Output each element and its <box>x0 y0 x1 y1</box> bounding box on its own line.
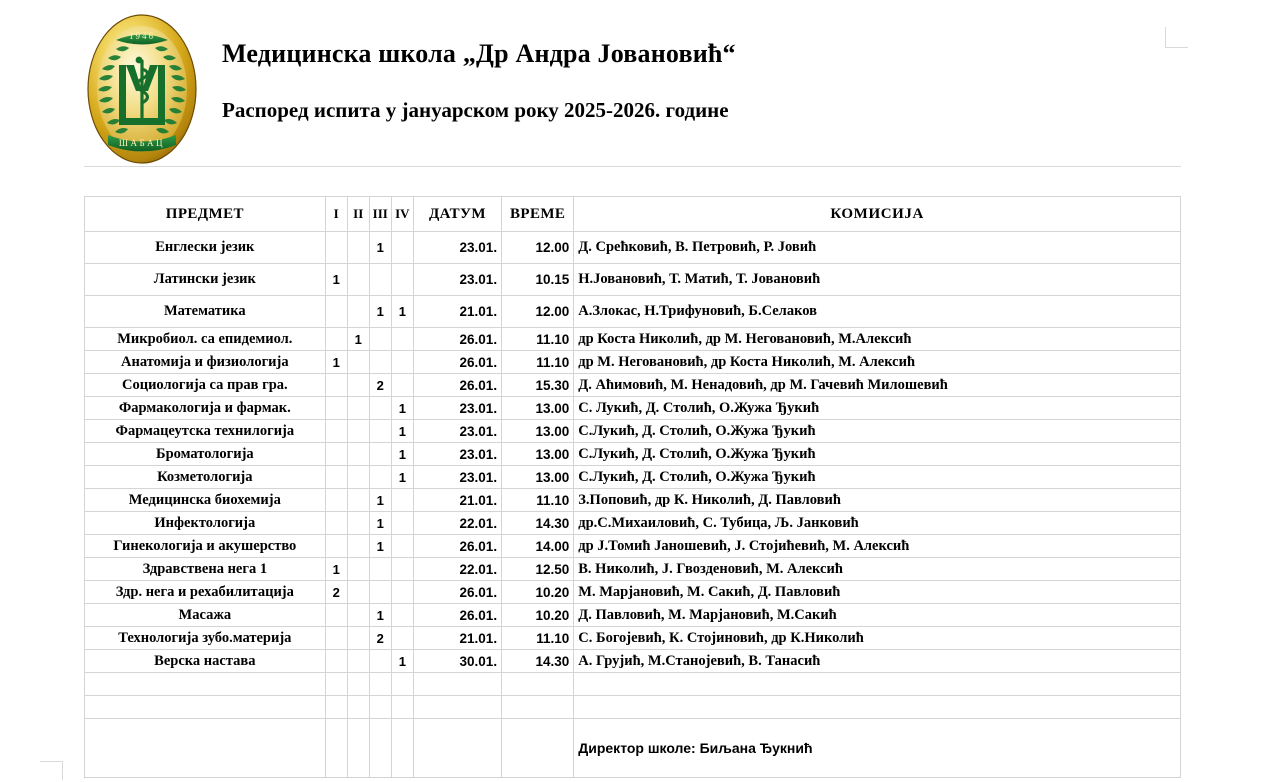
cell-year-1 <box>325 604 347 627</box>
cell-date: 26.01. <box>413 374 501 397</box>
cell-subject: Медицинска биохемија <box>85 489 326 512</box>
column-header-year-1: I <box>325 197 347 232</box>
exam-schedule-table <box>84 196 1181 778</box>
cell-year-3: 1 <box>369 604 391 627</box>
cell-date <box>413 719 501 778</box>
cell-year-4 <box>391 374 413 397</box>
cell-subject: Верска настава <box>85 650 326 673</box>
cell-date: 26.01. <box>413 535 501 558</box>
cell-time: 13.00 <box>502 397 574 420</box>
cell-time: 10.15 <box>502 264 574 296</box>
cell-year-4 <box>391 719 413 778</box>
cell-year-4 <box>391 627 413 650</box>
cell-date: 30.01. <box>413 650 501 673</box>
cell-year-4 <box>391 264 413 296</box>
cell-commission: др М. Неговановић, др Коста Николић, М. Алексић <box>574 351 1181 374</box>
cell-year-2: 1 <box>347 328 369 351</box>
page-margin-mark-bottom-left <box>40 761 63 780</box>
table-row <box>85 328 1181 351</box>
cell-year-2 <box>347 696 369 719</box>
cell-year-3 <box>369 673 391 696</box>
cell-year-4 <box>391 351 413 374</box>
school-logo <box>86 13 198 165</box>
cell-year-3 <box>369 719 391 778</box>
cell-commission: М. Марјановић, М. Сакић, Д. Павловић <box>574 581 1181 604</box>
cell-year-2 <box>347 489 369 512</box>
cell-year-2 <box>347 232 369 264</box>
cell-time: 13.00 <box>502 443 574 466</box>
cell-year-1 <box>325 627 347 650</box>
cell-subject: Броматологија <box>85 443 326 466</box>
cell-subject: Инфектологија <box>85 512 326 535</box>
cell-subject <box>85 696 326 719</box>
logo-year: 1946 <box>129 31 155 41</box>
director-signature-note: Директор школе: Биљана Ђукнић <box>574 719 1181 778</box>
column-header-time: ВРЕМЕ <box>502 197 574 232</box>
cell-time: 12.00 <box>502 232 574 264</box>
table-row <box>85 512 1181 535</box>
cell-year-4: 1 <box>391 443 413 466</box>
cell-commission: А.Злокас, Н.Трифуновић, Б.Селаков <box>574 296 1181 328</box>
cell-time <box>502 696 574 719</box>
cell-year-4 <box>391 512 413 535</box>
cell-year-1 <box>325 719 347 778</box>
table-row <box>85 397 1181 420</box>
table-row <box>85 466 1181 489</box>
cell-year-2 <box>347 535 369 558</box>
cell-year-2 <box>347 397 369 420</box>
table-row <box>85 351 1181 374</box>
cell-date: 23.01. <box>413 264 501 296</box>
cell-commission: Д. Срећковић, В. Петровић, Р. Јовић <box>574 232 1181 264</box>
cell-subject: Анатомија и физиологија <box>85 351 326 374</box>
cell-year-3 <box>369 443 391 466</box>
cell-subject <box>85 719 326 778</box>
cell-year-3: 1 <box>369 296 391 328</box>
cell-year-3 <box>369 397 391 420</box>
cell-commission: С.Лукић, Д. Столић, О.Жужа Ђукић <box>574 420 1181 443</box>
table-row <box>85 581 1181 604</box>
cell-time: 14.30 <box>502 512 574 535</box>
table-row <box>85 232 1181 264</box>
cell-year-3 <box>369 650 391 673</box>
cell-date: 26.01. <box>413 581 501 604</box>
cell-time: 13.00 <box>502 466 574 489</box>
cell-year-2 <box>347 420 369 443</box>
cell-year-4 <box>391 489 413 512</box>
cell-year-2 <box>347 604 369 627</box>
table-row-blank <box>85 696 1181 719</box>
cell-year-3 <box>369 581 391 604</box>
cell-commission: Д. Павловић, М. Марјановић, М.Сакић <box>574 604 1181 627</box>
cell-year-1: 1 <box>325 351 347 374</box>
cell-time: 14.00 <box>502 535 574 558</box>
cell-commission: В. Николић, Ј. Гвозденовић, М. Алексић <box>574 558 1181 581</box>
cell-commission: С. Лукић, Д. Столић, О.Жужа Ђукић <box>574 397 1181 420</box>
table-row <box>85 650 1181 673</box>
cell-commission: др Коста Николић, др М. Неговановић, М.Алексић <box>574 328 1181 351</box>
table-row <box>85 443 1181 466</box>
cell-time: 10.20 <box>502 604 574 627</box>
cell-year-4 <box>391 535 413 558</box>
cell-time: 10.20 <box>502 581 574 604</box>
cell-date: 23.01. <box>413 466 501 489</box>
cell-date: 22.01. <box>413 558 501 581</box>
column-header-year-2: II <box>347 197 369 232</box>
title-block <box>222 38 1122 123</box>
cell-year-3: 2 <box>369 374 391 397</box>
cell-year-1 <box>325 673 347 696</box>
cell-year-1 <box>325 443 347 466</box>
cell-subject: Гинекологија и акушерство <box>85 535 326 558</box>
cell-date: 26.01. <box>413 351 501 374</box>
table-body <box>85 232 1181 778</box>
cell-year-3 <box>369 264 391 296</box>
table-row <box>85 374 1181 397</box>
cell-year-1 <box>325 397 347 420</box>
cell-year-1: 2 <box>325 581 347 604</box>
cell-commission: С.Лукић, Д. Столић, О.Жужа Ђукић <box>574 466 1181 489</box>
table-row <box>85 558 1181 581</box>
cell-year-4: 1 <box>391 397 413 420</box>
cell-year-2 <box>347 558 369 581</box>
cell-time: 11.10 <box>502 627 574 650</box>
cell-commission <box>574 673 1181 696</box>
cell-subject: Технологија зубо.материја <box>85 627 326 650</box>
cell-time: 13.00 <box>502 420 574 443</box>
cell-year-1 <box>325 535 347 558</box>
cell-subject: Козметологија <box>85 466 326 489</box>
cell-year-3 <box>369 420 391 443</box>
table-row <box>85 296 1181 328</box>
cell-subject: Здравствена нега 1 <box>85 558 326 581</box>
cell-subject: Социологија са прав гра. <box>85 374 326 397</box>
cell-year-4: 1 <box>391 420 413 443</box>
cell-year-2 <box>347 374 369 397</box>
cell-subject: Енглески језик <box>85 232 326 264</box>
cell-year-1: 1 <box>325 558 347 581</box>
cell-year-2 <box>347 512 369 535</box>
document-header <box>0 0 1262 170</box>
cell-date: 21.01. <box>413 627 501 650</box>
cell-time: 11.10 <box>502 351 574 374</box>
cell-time: 11.10 <box>502 328 574 351</box>
cell-commission: С. Богојевић, К. Стојиновић, др К.Николић <box>574 627 1181 650</box>
table-row <box>85 489 1181 512</box>
cell-time: 11.10 <box>502 489 574 512</box>
cell-year-1 <box>325 374 347 397</box>
exam-schedule-subtitle: Распоред испита у јануарском року 2025-2026. године <box>222 97 729 122</box>
cell-subject: Здр. нега и рехабилитација <box>85 581 326 604</box>
cell-commission <box>574 696 1181 719</box>
cell-date: 21.01. <box>413 296 501 328</box>
cell-date: 23.01. <box>413 397 501 420</box>
cell-year-3: 1 <box>369 512 391 535</box>
cell-commission: др.С.Михаиловић, С. Тубица, Љ. Јанковић <box>574 512 1181 535</box>
table-header-row <box>85 197 1181 232</box>
cell-year-4 <box>391 232 413 264</box>
cell-year-3 <box>369 466 391 489</box>
table-row <box>85 264 1181 296</box>
cell-commission: др Ј.Томић Јаношевић, Ј. Стојићевић, М. Алексић <box>574 535 1181 558</box>
cell-date: 26.01. <box>413 328 501 351</box>
cell-year-2 <box>347 466 369 489</box>
cell-date: 26.01. <box>413 604 501 627</box>
table-row-blank <box>85 673 1181 696</box>
school-title: Медицинска школа „Др Андра Јовановић“ <box>222 39 736 68</box>
column-header-year-3: III <box>369 197 391 232</box>
cell-year-1 <box>325 420 347 443</box>
cell-date: 23.01. <box>413 232 501 264</box>
cell-year-1 <box>325 328 347 351</box>
cell-year-3: 1 <box>369 535 391 558</box>
cell-time <box>502 719 574 778</box>
cell-year-1: 1 <box>325 264 347 296</box>
cell-year-1 <box>325 466 347 489</box>
cell-time: 14.30 <box>502 650 574 673</box>
cell-year-4 <box>391 673 413 696</box>
logo-city: ШАБАЦ <box>118 138 166 148</box>
cell-time: 12.50 <box>502 558 574 581</box>
cell-year-2 <box>347 627 369 650</box>
cell-year-3: 1 <box>369 489 391 512</box>
cell-subject: Микробиол. са епидемиол. <box>85 328 326 351</box>
cell-time: 15.30 <box>502 374 574 397</box>
cell-year-1 <box>325 512 347 535</box>
cell-year-3: 1 <box>369 232 391 264</box>
cell-subject: Латински језик <box>85 264 326 296</box>
column-header-year-4: IV <box>391 197 413 232</box>
column-header-subject: ПРЕДМЕТ <box>85 197 326 232</box>
cell-year-1 <box>325 650 347 673</box>
column-header-date: ДАТУМ <box>413 197 501 232</box>
cell-year-4 <box>391 696 413 719</box>
cell-date <box>413 696 501 719</box>
cell-year-4: 1 <box>391 466 413 489</box>
table-header <box>85 197 1181 232</box>
cell-year-2 <box>347 719 369 778</box>
column-header-commission: КОМИСИЈА <box>574 197 1181 232</box>
cell-subject <box>85 673 326 696</box>
cell-year-4: 1 <box>391 296 413 328</box>
cell-year-4 <box>391 558 413 581</box>
cell-year-2 <box>347 296 369 328</box>
cell-commission: Н.Јовановић, Т. Матић, Т. Јовановић <box>574 264 1181 296</box>
cell-date: 22.01. <box>413 512 501 535</box>
table-row-footer <box>85 719 1181 778</box>
cell-date <box>413 673 501 696</box>
cell-year-4 <box>391 581 413 604</box>
cell-time: 12.00 <box>502 296 574 328</box>
cell-year-3 <box>369 328 391 351</box>
cell-year-4 <box>391 328 413 351</box>
cell-commission: А. Грујић, М.Станојевић, В. Танасић <box>574 650 1181 673</box>
cell-year-2 <box>347 650 369 673</box>
table-row <box>85 604 1181 627</box>
cell-commission: С.Лукић, Д. Столић, О.Жужа Ђукић <box>574 443 1181 466</box>
cell-year-2 <box>347 581 369 604</box>
cell-date: 23.01. <box>413 443 501 466</box>
cell-commission: З.Поповић, др К. Николић, Д. Павловић <box>574 489 1181 512</box>
cell-year-4: 1 <box>391 650 413 673</box>
cell-year-1 <box>325 489 347 512</box>
cell-year-4 <box>391 604 413 627</box>
cell-subject: Фармакологија и фармак. <box>85 397 326 420</box>
cell-year-3 <box>369 351 391 374</box>
cell-year-2 <box>347 443 369 466</box>
cell-date: 23.01. <box>413 420 501 443</box>
cell-year-1 <box>325 232 347 264</box>
cell-date: 21.01. <box>413 489 501 512</box>
cell-year-2 <box>347 264 369 296</box>
cell-time <box>502 673 574 696</box>
table-row <box>85 627 1181 650</box>
cell-year-2 <box>347 673 369 696</box>
cell-year-1 <box>325 296 347 328</box>
cell-year-1 <box>325 696 347 719</box>
cell-subject: Математика <box>85 296 326 328</box>
exam-schedule-sheet <box>84 196 1181 778</box>
cell-year-2 <box>347 351 369 374</box>
cell-year-3: 2 <box>369 627 391 650</box>
cell-year-3 <box>369 558 391 581</box>
cell-year-3 <box>369 696 391 719</box>
cell-commission: Д. Аћимовић, М. Ненадовић, др М. Гачевић Милошевић <box>574 374 1181 397</box>
table-row <box>85 420 1181 443</box>
cell-subject: Фармацеутска технилогија <box>85 420 326 443</box>
cell-subject: Масажа <box>85 604 326 627</box>
table-row <box>85 535 1181 558</box>
